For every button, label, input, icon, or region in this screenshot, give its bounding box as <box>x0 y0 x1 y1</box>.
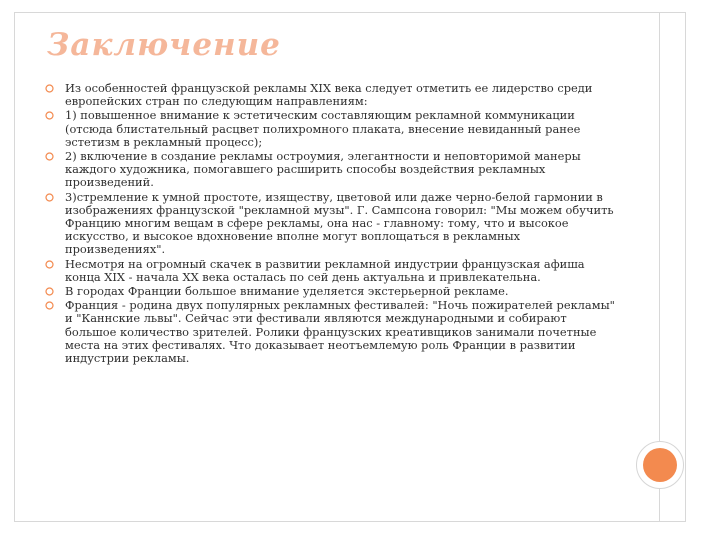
list-item <box>45 109 617 149</box>
circle-bullet-icon <box>45 152 54 161</box>
list-item-text: 3)стремление к умной простоте, изяществу, цветовой или даже черно-белой гармонии в изображениях французской "рекламной музы". Г. Сампсона говорил: "Мы можем обучить Францию многим вещам в сфере рекламы, она нас - главному: тому, что и высокое искусство, и высокое вдохновение вполне могут воплощаться в рекламных произведениях". <box>65 189 614 257</box>
list-item-text: В городах Франции большое внимание уделяется экстерьерной рекламе. <box>65 284 509 299</box>
slide-title: Заключение <box>47 27 281 63</box>
list-item <box>45 150 617 190</box>
list-item-text: Франция - родина двух популярных рекламных фестивалей: "Ночь пожирателей рекламы" и "Каннские львы". Сейчас эти фестивали являются международными и собирают большое количество зрителей. Ролики французских креативщиков занимали почетные места на этих фестивалях. Что доказывает неотъемлемую роль Франции в развитии индустрии рекламы. <box>65 298 615 366</box>
list-item-text: Несмотря на огромный скачек в развитии рекламной индустрии французская афиша конца XIX - начала XX века осталась по сей день актуальна и привлекательна. <box>65 256 585 284</box>
list-item-text: Из особенностей французской рекламы XIX века следует отметить ее лидерство среди европейских стран по следующим направлениям: <box>65 81 593 109</box>
decorative-circle <box>636 441 684 489</box>
circle-bullet-icon <box>45 111 54 120</box>
list-item <box>45 285 617 298</box>
list-item <box>45 82 617 108</box>
circle-bullet-icon <box>45 287 54 296</box>
list-item <box>45 299 617 365</box>
list-item-text: 2) включение в создание рекламы остроумия, элегантности и неповторимой манеры каждого художника, помогавшего расширить способы воздействия рекламных произведений. <box>65 149 581 190</box>
circle-bullet-icon <box>45 260 54 269</box>
bullet-list <box>45 82 617 366</box>
list-item <box>45 191 617 257</box>
list-item <box>45 258 617 284</box>
orange-circle-icon <box>643 448 677 482</box>
circle-bullet-icon <box>45 193 54 202</box>
circle-bullet-icon <box>45 301 54 310</box>
list-item-text: 1) повышенное внимание к эстетическим составляющим рекламной коммуникации (отсюда блистательный расцвет полихромного плаката, внесение невиданный ранее эстетизм в рекламный процесс); <box>65 108 581 149</box>
circle-bullet-icon <box>45 84 54 93</box>
